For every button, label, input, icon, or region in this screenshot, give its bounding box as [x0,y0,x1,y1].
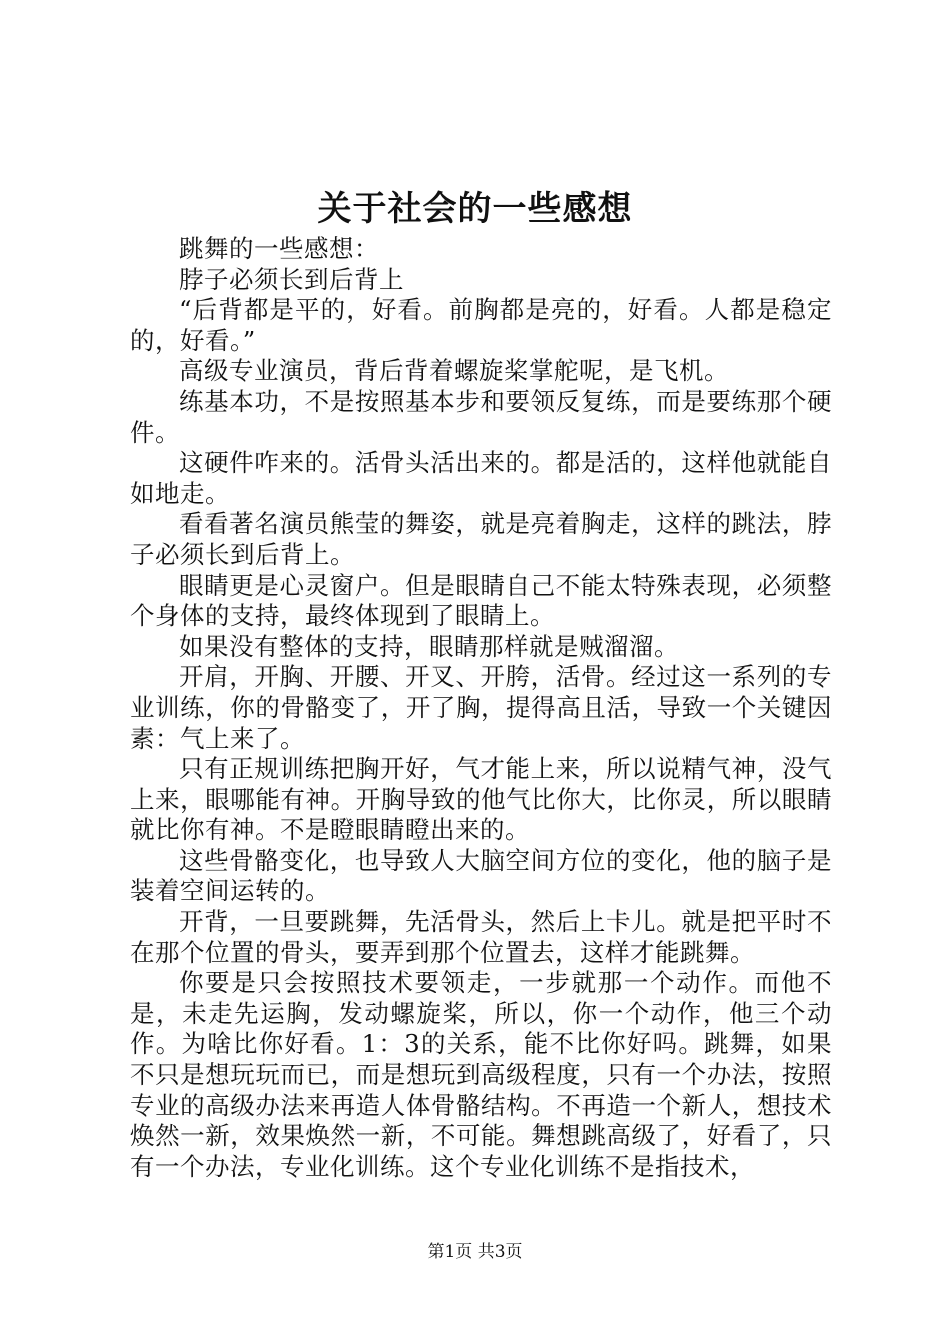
paragraph: 看看著名演员熊莹的舞姿，就是亮着胸走，这样的跳法，脖子必须长到后背上。 [130,509,832,569]
paragraph: 练基本功，不是按照基本步和要领反复练，而是要练那个硬件。 [130,386,832,447]
document-title: 关于社会的一些感想 [317,189,633,229]
paragraph: 如果没有整体的支持，眼睛那样就是贼溜溜。 [179,631,679,661]
paragraph: 你要是只会按照技术要领走，一步就那一个动作。而他不是，未走先运胸，发动螺旋桨，所以，你一个动作，他三个动作。为啥比你好看。1：3的关系，能不比你好吗。跳舞，如果不只是想玩玩而已，而是想玩到高级程度，只有一个办法，按照专业的高级办法来再造人体骨骼结构。不再造一个新人，想技术焕然一新，效果焕然一新，不可能。舞想跳高级了，好看了，只有一个办法，专业化训练。这个专业化训练不是指技术， [130,968,832,1181]
paragraph: 开肩，开胸、开腰、开叉、开胯，活骨。经过这一系列的专业训练，你的骨骼变了，开了胸，提得高且活，导致一个关键因素：气上来了。 [130,662,832,753]
paragraph: 脖子必须长到后背上 [179,264,404,294]
paragraph: 只有正规训练把胸开好，气才能上来，所以说精气神，没气上来，眼哪能有神。开胸导致的他气比你大，比你灵，所以眼睛就比你有神。不是瞪眼睛瞪出来的。 [130,754,832,845]
paragraph: 跳舞的一些感想： [179,234,379,263]
paragraph: 这硬件咋来的。活骨头活出来的。都是活的，这样他就能自如地走。 [130,448,832,508]
paragraph: “后背都是平的，好看。前胸都是亮的，好看。人都是稳定的，好看。” [130,295,832,355]
paragraph: 开背，一旦要跳舞，先活骨头，然后上卡儿。就是把平时不在那个位置的骨头，要弄到那个位置去，这样才能跳舞。 [130,907,832,967]
paragraph: 这些骨骼变化，也导致人大脑空间方位的变化，他的脑子是装着空间运转的。 [130,845,832,906]
paragraph: 眼睛更是心灵窗户。但是眼睛自己不能太特殊表现，必须整个身体的支持，最终体现到了眼睛上。 [130,570,832,631]
document-body [130,234,832,1182]
page-footer: 第1页 共3页 [427,1242,523,1262]
paragraph: 高级专业演员，背后背着螺旋桨掌舵呢，是飞机。 [179,356,729,386]
